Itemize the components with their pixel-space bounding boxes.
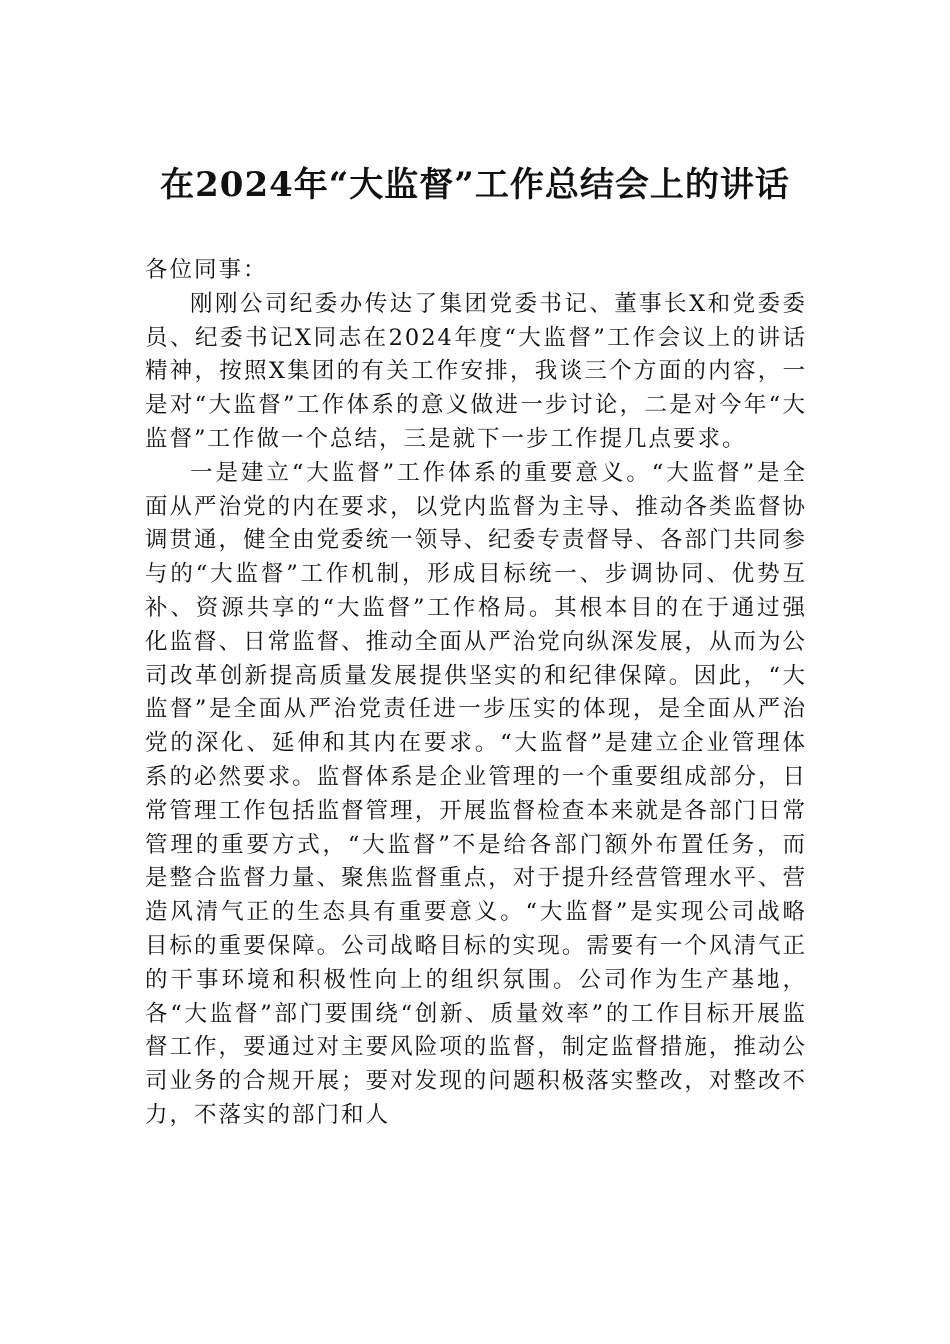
document-body	[145, 254, 807, 1133]
paragraph-significance: 一是建立“大监督”工作体系的重要意义。“大监督”是全面从严治党的内在要求，以党内监督为主导、推动各类监督协调贯通，健全由党委统一领导、纪委专责督导、各部门共同参与的“大监督”工作机制，形成目标统一、步调协同、优势互补、资源共享的“大监督”工作格局。其根本目的在于通过强化监督、日常监督、推动全面从严治党向纵深发展，从而为公司改革创新提高质量发展提供坚实的和纪律保障。因此，“大监督”是全面从严治党责任进一步压实的体现，是全面从严治党的深化、延伸和其内在要求。“大监督”是建立企业管理体系的必然要求。监督体系是企业管理的一个重要组成部分，日常管理工作包括监督管理，开展监督检查本来就是各部门日常管理的重要方式，“大监督”不是给各部门额外布置任务，而是整合监督力量、聚焦监督重点，对于提升经营管理水平、营造风清气正的生态具有重要意义。“大监督”是实现公司战略目标的重要保障。公司战略目标的实现。需要有一个风清气正的干事环境和积极性向上的组织氛围。公司作为生产基地，各“大监督”部门要围绕“创新、质量效率”的工作目标开展监督工作，要通过对主要风险项的监督，制定监督措施，推动公司业务的合规开展；要对发现的问题积极落实整改，对整改不力，不落实的部门和人	[145, 459, 807, 1128]
document-title: 在2024年“大监督”工作总结会上的讲话	[160, 165, 790, 205]
salutation: 各位同事：	[145, 257, 268, 283]
paragraph-intro: 刚刚公司纪委办传达了集团党委书记、董事长X和党委委员、纪委书记X同志在2024年度“大监督”工作会议上的讲话精神，按照X集团的有关工作安排，我谈三个方面的内容，一是对“大监督”工作体系的意义做进一步讨论，二是对今年“大监督”工作做一个总结，三是就下一步工作提几点要求。	[145, 290, 807, 452]
